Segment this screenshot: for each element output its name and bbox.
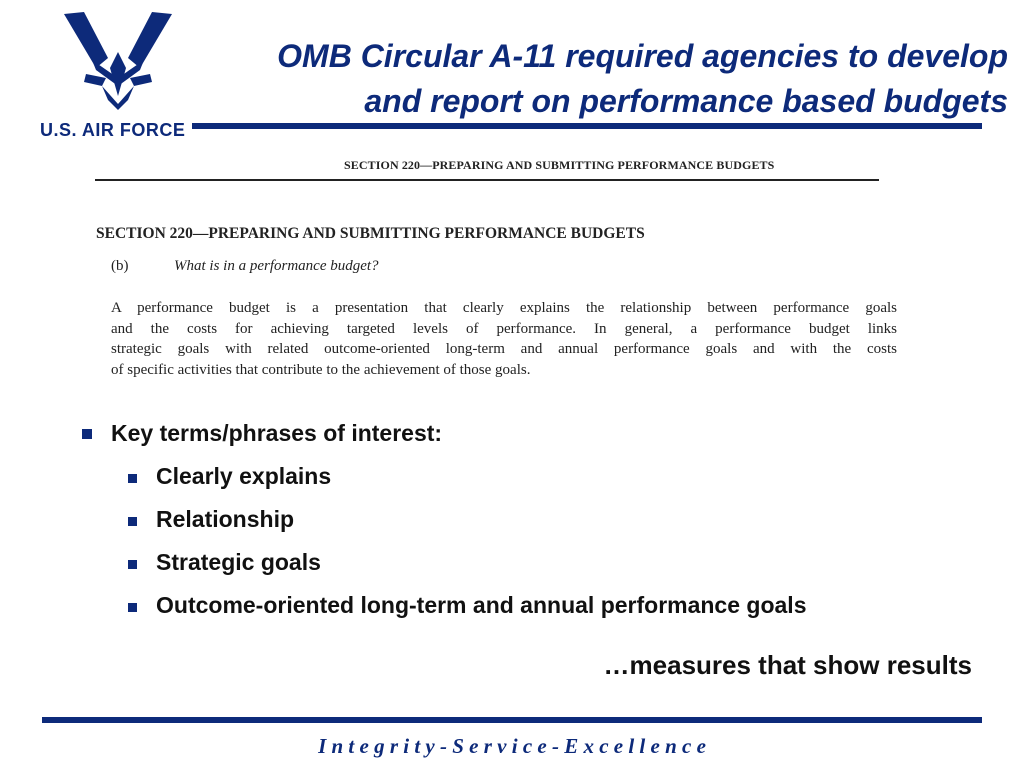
slide-title	[148, 34, 1008, 124]
sub-bullet: Outcome-oriented long-term and annual performance goals	[156, 592, 807, 618]
title-line-1: OMB Circular A-11 required agencies to develop	[277, 38, 1008, 74]
bullet-square-icon	[128, 474, 137, 483]
bullet-square-icon	[82, 429, 92, 439]
sub-bullet: Clearly explains	[156, 463, 332, 489]
document-paragraph	[111, 298, 897, 380]
footer-rule	[42, 717, 982, 723]
bullet-square-icon	[128, 560, 137, 569]
sub-bullet: Strategic goals	[156, 549, 321, 575]
bullet-square-icon	[128, 517, 137, 526]
footer-motto: I n t e g r i t y - S e r v i c e - E x c e l l e n c e	[318, 734, 706, 758]
paragraph-line: strategic goals with related outcome-oriented long-term and annual performance goals and with the costs	[111, 341, 897, 357]
sub-bullet: Relationship	[156, 506, 295, 532]
paragraph-line: and the costs for achieving targeted levels of performance. In general, a performance budget links	[111, 320, 897, 337]
subsection-label: (b)	[111, 258, 129, 274]
document-rule	[95, 179, 879, 181]
document-subsection	[111, 258, 379, 275]
bullet-square-icon	[128, 603, 137, 612]
document-top-heading: SECTION 220—PREPARING AND SUBMITTING PERFORMANCE BUDGETS	[344, 158, 775, 172]
logo-text: U.S. AIR FORCE	[40, 120, 186, 140]
title-line-2: and report on performance based budgets	[364, 83, 1008, 119]
paragraph-line: of specific activities that contribute to the achievement of those goals.	[111, 361, 531, 378]
header-rule	[192, 123, 982, 129]
subsection-question: What is in a performance budget?	[174, 258, 379, 274]
paragraph-line: A performance budget is a presentation that clearly explains the relationship between performance goals	[111, 300, 897, 316]
document-section-heading: SECTION 220—PREPARING AND SUBMITTING PERFORMANCE BUDGETS	[96, 225, 645, 242]
bullet-main: Key terms/phrases of interest:	[111, 420, 443, 446]
conclusion-text: …measures that show results	[603, 650, 972, 680]
